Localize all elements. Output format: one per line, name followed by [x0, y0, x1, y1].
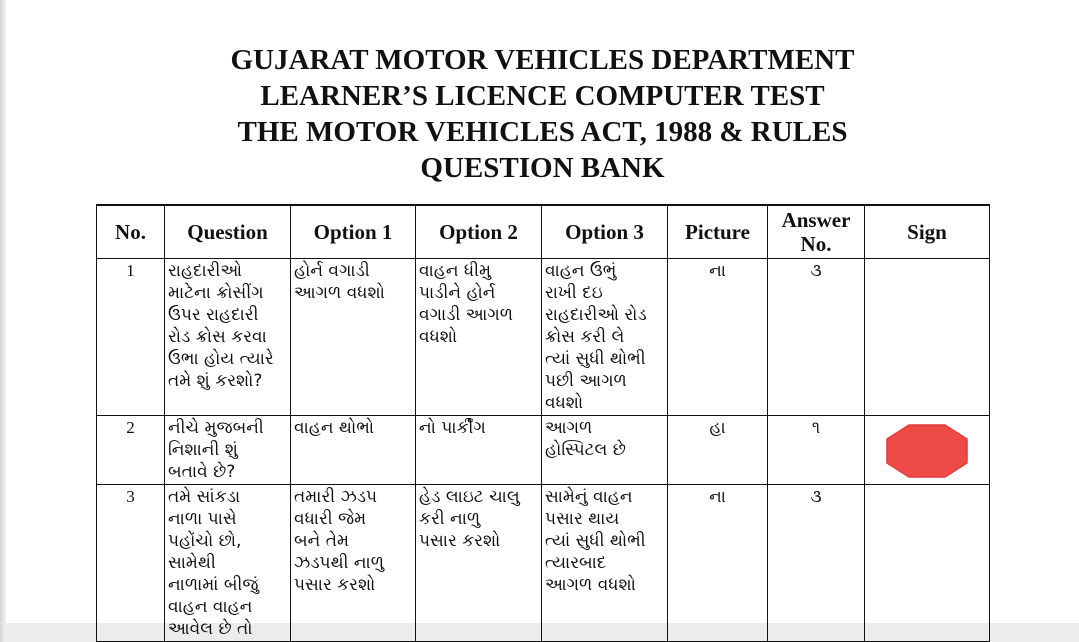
heading-test: LEARNER’S LICENCE COMPUTER TEST: [260, 80, 825, 112]
row-number: 1: [97, 259, 165, 416]
sign-cell: [865, 259, 990, 416]
table-header-row: [97, 205, 990, 259]
answer-number: ૩: [768, 485, 865, 642]
document-page: [6, 0, 1079, 639]
col-header-answer-no: Answer No.: [768, 205, 865, 259]
picture-flag: ના: [668, 485, 768, 642]
viewer-left-edge: [0, 0, 6, 642]
answer-number: ૧: [768, 416, 865, 485]
col-header-no: No.: [97, 205, 165, 259]
stop-sign-icon: [885, 423, 969, 479]
option2-text: નો પાર્કીંગ: [416, 416, 542, 485]
picture-flag: હા: [668, 416, 768, 485]
heading-question-bank: QUESTION BANK: [420, 152, 665, 184]
option3-text: સામેનું વાહન પસાર થાય ત્યાં સુધી થોભી ત્યારબાદ આગળ વધશો: [542, 485, 668, 642]
col-header-option3: Option 3: [542, 205, 668, 259]
row-number: 2: [97, 416, 165, 485]
option2-text: વાહન ધીમુ પાડીને હોર્ન વગાડી આગળ વધશો: [416, 259, 542, 416]
col-header-sign: Sign: [865, 205, 990, 259]
col-header-question: Question: [165, 205, 291, 259]
question-bank-table: [96, 204, 990, 642]
option2-text: હેડ લાઇટ ચાલુ કરી નાળુ પસાર કરશો: [416, 485, 542, 642]
col-header-option1: Option 1: [291, 205, 416, 259]
option3-text: આગળ હોસ્પિટલ છે: [542, 416, 668, 485]
option1-text: તમારી ઝડપ વધારી જેમ બને તેમ ઝડપથી નાળુ પસાર કરશો: [291, 485, 416, 642]
picture-flag: ના: [668, 259, 768, 416]
table-row: [97, 485, 990, 642]
question-text: નીચે મુજબની નિશાની શું બતાવે છે?: [165, 416, 291, 485]
question-text: તમે સાંકડા નાળા પાસે પહોંચો છો, સામેથી નાળામાં બીજું વાહન વાહન આવેલ છે તો: [165, 485, 291, 642]
option1-text: હોર્ન વગાડી આગળ વધશો: [291, 259, 416, 416]
option1-text: વાહન થોભો: [291, 416, 416, 485]
row-number: 3: [97, 485, 165, 642]
answer-number: ૩: [768, 259, 865, 416]
table-row: [97, 259, 990, 416]
col-header-picture: Picture: [668, 205, 768, 259]
document-heading: [6, 42, 1079, 186]
sign-cell: [865, 416, 990, 485]
sign-cell: [865, 485, 990, 642]
heading-department: GUJARAT MOTOR VEHICLES DEPARTMENT: [230, 44, 855, 76]
option3-text: વાહન ઉભું રાખી દઇ રાહદારીઓ રોડ ક્રોસ કરી લે ત્યાં સુધી થોભી પછી આગળ વધશો: [542, 259, 668, 416]
heading-act: THE MOTOR VEHICLES ACT, 1988 & RULES: [237, 116, 848, 148]
table-row: [97, 416, 990, 485]
stop-sign-octagon: [887, 425, 967, 477]
col-header-option2: Option 2: [416, 205, 542, 259]
question-text: રાહદારીઓ માટેના ક્રોસીંગ ઉપર રાહદારી રોડ ક્રોસ કરવા ઉભા હોય ત્યારે તમે શું કરશો?: [165, 259, 291, 416]
